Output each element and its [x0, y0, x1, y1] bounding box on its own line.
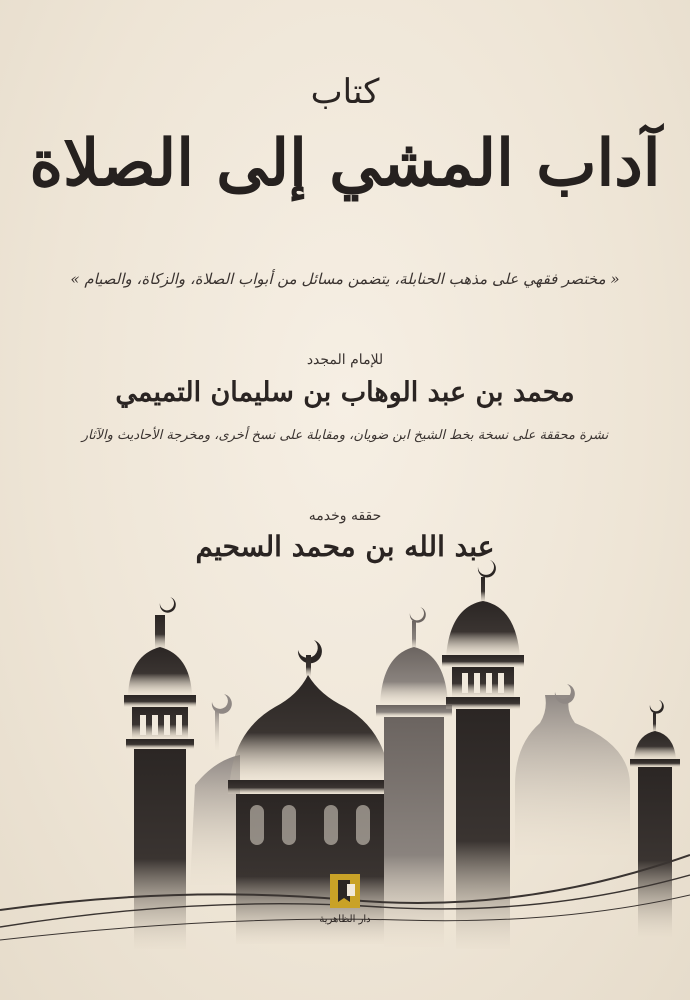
publisher-name: دار الظاهرية — [319, 914, 371, 925]
editor-label: حققه وخدمه — [308, 508, 382, 524]
mosque-silhouette-illustration — [0, 555, 690, 1000]
book-emblem-icon — [328, 872, 362, 910]
publisher-block — [295, 872, 395, 925]
editor-name: عبد الله بن محمد السحيم — [195, 530, 495, 563]
author-name: محمد بن عبد الوهاب بن سليمان التميمي — [115, 377, 575, 408]
minaret-far-right — [630, 700, 680, 937]
minaret-right-tall — [442, 560, 524, 949]
edition-note: نشرة محققة على نسخة بخط الشيخ ابن ضويان، ومقابلة على نسخ أخرى، ومخرجة الأحاديث والآثار — [81, 428, 609, 443]
author-label: للإمام المجدد — [306, 352, 384, 368]
kitab-label: كتاب — [310, 72, 380, 112]
background-dome-right — [515, 684, 630, 855]
book-subtitle: « مختصر فقهي على مذهب الحنابلة، يتضمن مسائل من أبواب الصلاة، والزكاة، والصيام » — [70, 270, 620, 288]
book-title: آداب المشي إلى الصلاة — [29, 126, 661, 201]
